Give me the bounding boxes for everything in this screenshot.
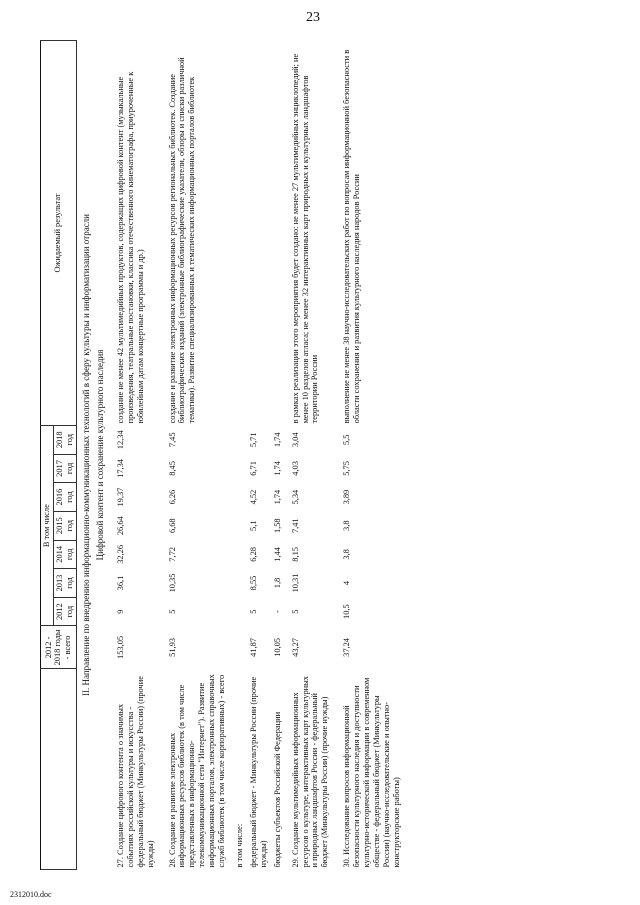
row-year-value: 1,44 — [272, 547, 282, 562]
row-year-value: 6,68 — [167, 518, 177, 534]
row-result: создание и развитие электронных информационных ресурсов региональных библиотек. Создание библиографических изданий (электронные библиографические указатели, обзоры и списки различной тематики). Развитие специализированных и тематических информационных порталов библиотек — [167, 57, 197, 424]
row-year-value: 17,34 — [115, 459, 125, 478]
table-row — [271, 41, 285, 870]
row-year-value: 5,5 — [342, 434, 352, 445]
row-name: федеральный бюджет - Минкультуры России (прочие нужды) — [248, 676, 268, 868]
row-year-value: 26,64 — [115, 516, 125, 536]
row-year-value: 19,37 — [115, 487, 125, 507]
table-row — [110, 41, 162, 870]
row-year-value: 8,55 — [248, 575, 258, 591]
row-year-value: 32,26 — [115, 544, 125, 564]
program-table — [40, 40, 408, 870]
row-year-value: 5,75 — [342, 461, 352, 476]
row-total: 43,27 — [290, 638, 300, 657]
table-row — [162, 41, 233, 870]
row-year-value: 1,74 — [272, 461, 282, 476]
row-year-value: 1,74 — [272, 432, 282, 448]
row-year-value: 8,45 — [167, 461, 177, 476]
year-header: 2012 год — [53, 597, 76, 626]
row-name: бюджеты субъектов Российской Федерации — [272, 711, 282, 868]
row-year-value: 5,1 — [248, 520, 258, 531]
including-header: В том числе — [41, 425, 54, 626]
page-number: 23 — [306, 10, 320, 25]
row-result: в рамках реализации этого мероприятия будет создано: не менее 27 мультимедийных энциклопедий; не менее 10 разделов атласа; не менее 32 интерактивных карт природных и культурных ландшафтов территории России — [290, 53, 320, 424]
row-total: 41,87 — [248, 638, 258, 657]
row-year-value: 5 — [167, 609, 177, 614]
row-name: 29. Создание мультимедийных информационных ресурсов о культуре, интерактивных карт культурных и природных ландшафтов России - федеральный бюджет (Минкультуры России) (прочие нужды) — [290, 676, 330, 868]
result-header: Ожидаемый результат — [41, 41, 77, 426]
row-year-value: 1,74 — [272, 489, 282, 505]
row-total: 51,93 — [167, 638, 177, 657]
table-row — [336, 41, 407, 870]
row-year-value: 1,8 — [272, 577, 282, 589]
row-year-value: 7,45 — [167, 432, 177, 448]
row-year-value: 6,71 — [248, 461, 258, 476]
row-year-value: 7,72 — [167, 547, 177, 562]
table-row — [247, 41, 271, 870]
table-row — [285, 41, 337, 870]
row-year-value: 3,8 — [342, 520, 352, 531]
row-name: 28. Создание и развитие электронных информационных ресурсов библиотек (в том числе представленных в информационно-телекоммуникационной сети "Интернет"). Развитие информационных порталов, электронных справочных служб библиотек (в том числе корпоративных) - всего — [167, 674, 227, 868]
year-header: 2013 год — [53, 569, 76, 598]
row-name: в том числе: — [235, 823, 244, 868]
row-year-value: 5 — [290, 609, 300, 614]
row-year-value: 1,58 — [272, 518, 282, 534]
row-year-value: 36,1 — [115, 575, 125, 591]
row-year-value: 5,34 — [290, 489, 300, 505]
row-year-value: 6,26 — [167, 489, 177, 505]
row-year-value: 12,34 — [115, 430, 125, 450]
row-year-value: 5 — [248, 609, 258, 614]
row-year-value: 8,15 — [290, 547, 300, 562]
name-header — [41, 669, 77, 870]
rotated-table-area — [40, 40, 600, 870]
year-header: 2016 год — [53, 483, 76, 512]
row-year-value: - — [272, 610, 282, 614]
row-year-value: 3,8 — [342, 549, 352, 560]
row-total: 37,24 — [342, 638, 352, 657]
row-year-value: 9 — [115, 609, 125, 614]
row-year-value: 7,41 — [290, 518, 300, 534]
subsection-title: Цифровой контент и сохранение культурного наследия — [95, 349, 106, 561]
row-year-value: 6,28 — [248, 547, 258, 562]
year-header: 2015 год — [53, 511, 76, 540]
row-year-value: 4,52 — [248, 489, 258, 505]
row-year-value: 3,89 — [342, 489, 352, 505]
row-result: выполнение не менее 38 научно-исследовательских работ по вопросам информационной безопасности в области сохранения и развития культурного наследия народов России — [342, 49, 362, 424]
section-title: II. Направление по внедрению информационно-коммуникационных технологий в сферу культуры и информатизации отрасли — [80, 214, 91, 697]
row-total: 153,05 — [115, 635, 125, 659]
row-year-value: 4,03 — [290, 461, 300, 476]
row-name: 27. Создание цифрового контента о значимых событиях российской культуры и искусства - федеральный бюджет (Минкультуры России) (прочие нужды) — [115, 676, 155, 868]
total-header: 2012 - 2018 годы - всего — [41, 626, 77, 669]
table-row — [233, 41, 247, 870]
row-total: 10,05 — [272, 638, 282, 657]
row-year-value: 10,31 — [290, 573, 300, 593]
row-year-value: 3,04 — [290, 432, 300, 448]
row-year-value: 4 — [342, 580, 352, 586]
year-header: 2014 год — [53, 540, 76, 569]
document-id: 2312010.doc — [10, 890, 52, 899]
year-header: 2018 год — [53, 425, 76, 454]
year-header: 2017 год — [53, 454, 76, 483]
row-year-value: 10,35 — [167, 573, 177, 593]
row-year-value: 10,5 — [342, 604, 352, 619]
row-result: создание не менее 42 мультимедийных продуктов, содержащих цифровой контент (музыкальные произведения, театральные постановки, классика отечественного кинематографа, приуроченные к юбилейным датам концертные программы и др.) — [115, 71, 145, 424]
row-name: 30. Исследование вопросов информационной безопасности культурного наследия и доступности культурно-исторической информации в современном обществе - федеральный бюджет (Минкультуры России) (научно-исследовательские и опытно-конструкторские работы) — [342, 677, 401, 868]
row-year-value: 5,71 — [248, 432, 258, 448]
